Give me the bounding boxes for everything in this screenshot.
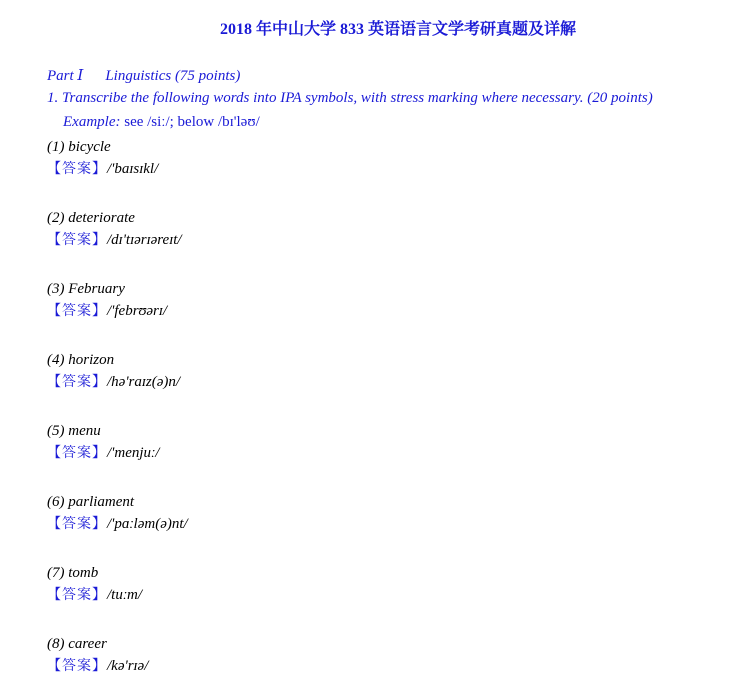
answer-ipa: /'baɪsɪkl/ [107,161,159,177]
list-item [47,280,167,321]
list-item [47,138,158,179]
answer-label: 【答案】 [47,161,107,177]
list-item [47,564,142,605]
answer-label: 【答案】 [47,445,107,461]
example-label: Example: [63,114,121,130]
item-answer [47,301,167,321]
item-answer [47,514,188,534]
item-answer [47,372,180,392]
answer-label: 【答案】 [47,587,107,603]
item-answer [47,159,158,179]
item-answer [47,443,159,463]
answer-ipa: /dɪ'tɪərɪəreɪt/ [107,232,182,248]
answer-ipa: /'pɑːləm(ə)nt/ [107,516,188,532]
item-answer [47,656,148,676]
answer-label: 【答案】 [47,374,107,390]
answer-label: 【答案】 [47,658,107,674]
list-item [47,209,182,250]
question-instruction: 1. Transcribe the following words into IPA symbols, with stress marking where necessary. (20 points) [47,90,653,106]
part-subject: Linguistics (75 points) [105,68,241,84]
answer-label: 【答案】 [47,303,107,319]
part-name: Part Ⅰ [47,68,84,84]
item-answer [47,230,182,250]
answer-ipa: /'menjuː/ [107,445,160,461]
answer-label: 【答案】 [47,516,107,532]
example-line [63,114,260,131]
item-question: (5) menu [47,423,101,439]
item-question: (7) tomb [47,565,99,581]
answer-ipa: /hə'raɪz(ə)n/ [107,374,181,390]
list-item [47,493,188,534]
list-item [47,635,148,676]
answer-ipa: /'febrʊərɪ/ [107,303,168,319]
item-question: (4) horizon [47,352,115,368]
answer-ipa: /tuːm/ [107,587,143,603]
item-question: (6) parliament [47,494,135,510]
item-question: (2) deteriorate [47,210,135,226]
item-answer [47,585,142,605]
list-item [47,422,159,463]
item-question: (8) career [47,636,107,652]
item-question: (1) bicycle [47,139,111,155]
page-title: 2018 年中山大学 833 英语语言文学考研真题及详解 [219,21,576,38]
item-question: (3) February [47,281,125,297]
answer-label: 【答案】 [47,232,107,248]
example-text: see /siː/; below /bɪ'ləʊ/ [120,114,260,130]
part-heading [47,66,240,85]
answer-ipa: /kə'rɪə/ [107,658,149,674]
list-item [47,351,180,392]
